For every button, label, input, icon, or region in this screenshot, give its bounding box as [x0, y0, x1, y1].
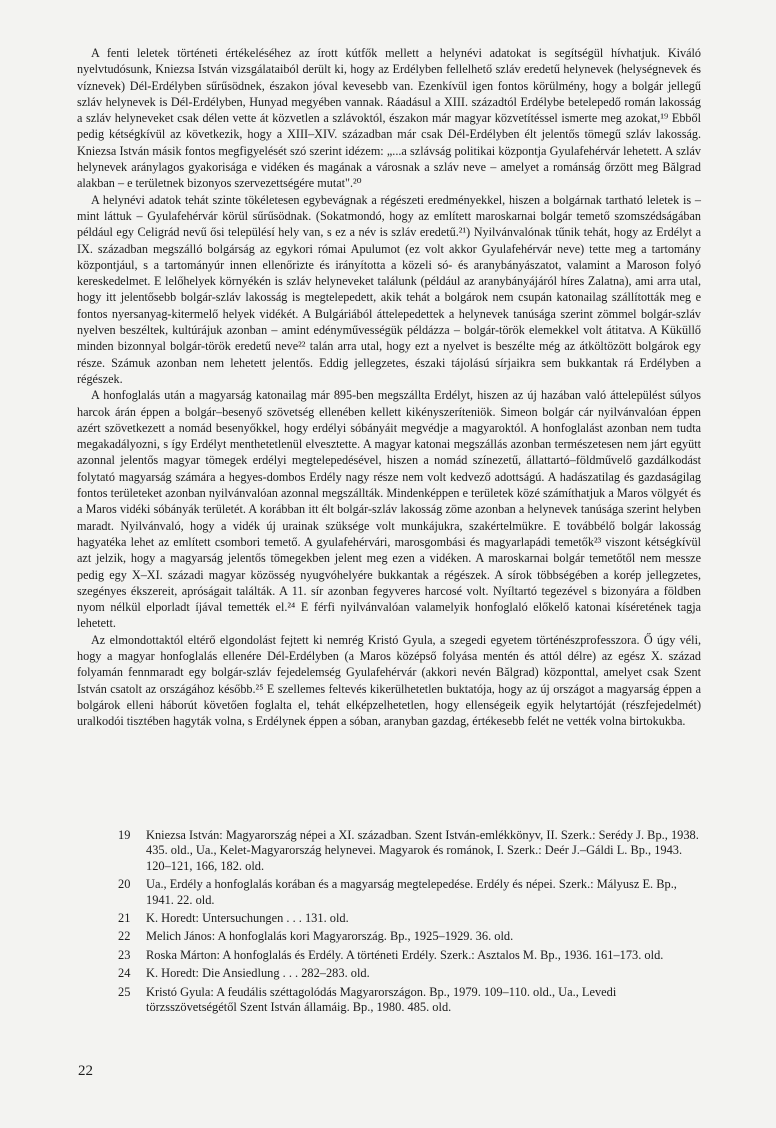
footnote-number: 22: [118, 929, 131, 944]
footnote-number: 25: [118, 984, 131, 999]
footnote-24: [118, 966, 700, 981]
footnote-number: 20: [118, 877, 131, 892]
footnote-21: [118, 911, 700, 926]
footnote-text: Roska Márton: A honfoglalás és Erdély. A történeti Erdély. Szerk.: Asztalos M. Bp., 1936. 161–173. old.: [146, 947, 664, 962]
paragraph-3: A honfoglalás után a magyarság katonailag már 895-ben megszállta Erdélyt, hiszen az új hazában való áttelepülést súlyos harcok árán éppen a bolgár–besenyő szövetség ellenében kellett kikényszeríteniök. Simeon bolgár cár nyilvánvalóan éppen azért szövetkezett a nomád besenyőkkel, hogy erdélyi sóbányáit megvédje a magyaroktól. A honfoglalást azonban nem tudta megakadályozni, s így Erdélyt menthetetlenül elvesztette. A magyar katonai megszállás azonban természetesen nem járt együtt azonnal jelentős magyar tömegek erdélyi megtelepedésével, hiszen a nomád színezetű, állattartó–földművelő gazdálkodást folytató magyarság számára a hegyes-dombos Erdély nagy része nem volt kedvező adottságú. A hadászatilag és gazdaságilag fontos területeket azonban nyilvánvalóan azonnal megszállták. Mindenképpen e területek közé számíthatjuk a Maros völgyét és a Maros vidéki sóbányák területét. A korábban itt élt bolgár-szláv lakosság zöme azonban a helynevek tanúsága szerint helyben maradt. Nyilvánvaló, hogy a vidék új urainak szüksége volt munkájukra, szakértelmükre. E továbbélő bolgár lakosság hagyatéka lehet az említett csombori temető. A gyulafehérvári, marosgombási és magyarlapádi temetők²³ viszont kétségkívül azt jelzik, hogy a magyarság jelentős tömegekben jelent meg ezen a vidéken. A maroskarnai bolgár temetőtől nem messze pedig egy X–XI. századi magyar közösség nyugvóhelyére bukkantak a régészek. A sírok többségében a korép jellegzetes, szegényes ékszereit, apróságait találták. A 11. sír azonban fegyveres harcosé volt. Nyíltartó tegezével s bizonyára a földben nyom nélkül elporladt íjával temették el.²⁴ E férfi nyilvánvalóan valamelyik honfoglaló előkelő katonai kíséretének tagja lehetett.: [77, 388, 701, 631]
footnote-text: Kniezsa István: Magyarország népei a XI. században. Szent István-emlékkönyv, II. Szerk.: Serédy J. Bp., 1938. 435. old., Ua., Kelet-Magyarország helynevei. Magyarok és románok, I. Szerk.: Deér J.–Gáldi L. Bp., 1943. 120–121, 166, 182. old.: [146, 828, 699, 873]
paragraph-4: Az elmondottaktól eltérő elgondolást fejtett ki nemrég Kristó Gyula, a szegedi egyetem történészprofesszora. Ő úgy véli, hogy a magyar honfoglalás ellenére Dél-Erdélyben (a Maros középső folyása mentén és attól délre) az egész X. század folyamán fennmaradt egy bolgár-szláv fejedelemség Gyulafehérvár (akkori nevén Bălgrad) központtal, amelyet csak Szent István csatolt az országához később.²⁵ E szellemes feltevés kikerülhetetlen buktatója, hogy az új országot a magyarság éppen a bolgárok elleni háborút követően foglalta el, tehát elképzelhetetlen, hogy ellenségeik egyik helytartóját (részfejedelmét) uralkodói tisztében hagyták volna, s Erdélynek éppen a sóban, aranyban gazdag, értékesebb felét ne vették volna birtokukba.: [77, 632, 701, 729]
footnote-25: [118, 985, 700, 1016]
footnote-number: 24: [118, 966, 131, 981]
footnote-text: K. Horedt: Die Ansiedlung . . . 282–283. old.: [146, 966, 370, 981]
footnotes: [118, 828, 700, 1018]
paragraph-1: A fenti leletek történeti értékeléséhez az írott kútfők mellett a helynévi adatokat is segítségül hívhatjuk. Kiváló nyelvtudósunk, Kniezsa István vizsgálataiból derült ki, hogy az Erdélyben fellelhető szláv eredetű helynevek (helységnevek és víznevek) Dél-Erdélyben sűrűsödnek, északon jóval kevesebb van. Ezenkívül igen fontos körülmény, hogy a bolgár jellegű szláv helynevek is Dél-Erdélyben, Hunyad megyében vannak. Ráadásul a XIII. századtól Erdélybe betelepedő román lakosság a szláv helyneveket csak délen vette át közvetlen a szlávoktól, északon már magyar közvetítéssel ismerte meg azokat,¹⁹ Ebből pedig kétségkívül az következik, hogy a XIII–XIV. században már csak Dél-Erdélyben élt jelentős tömegű szláv lakosság. Kniezsa István másik fontos megfigyelését szó szerint idézem: „...a szlávság politikai központja Gyulafehérvár lehetett. A szláv helynevek aránylagos gyakorisága e vidéken és magának a városnak a szláv neve – amelyet a románság őrzött meg Bălgrad alakban – e területnek bizonyos szervezettségére mutat".²⁰: [77, 46, 701, 191]
footnote-22: [118, 929, 700, 944]
footnote-number: 23: [118, 947, 131, 962]
footnote-text: Ua., Erdély a honfoglalás korában és a magyarság megtelepedése. Erdély és népei. Szerk.: Mályusz E. Bp., 1941. 22. old.: [146, 877, 677, 907]
footnote-19: [118, 828, 700, 874]
page-number: 22: [78, 1063, 93, 1079]
footnote-number: 21: [118, 911, 131, 926]
main-text: [77, 45, 701, 729]
footnote-number: 19: [118, 828, 131, 842]
footnote-text: K. Horedt: Untersuchungen . . . 131. old.: [146, 911, 349, 926]
footnote-text: Kristó Gyula: A feudális széttagolódás Magyarországon. Bp., 1979. 109–110. old., Ua., Levedi törzsszövetségétől Szent István államáig. Bp., 1980. 485. old.: [146, 984, 617, 1015]
footnote-20: [118, 877, 700, 908]
footnote-23: [118, 948, 700, 963]
footnote-text: Melich János: A honfoglalás kori Magyarország. Bp., 1925–1929. 36. old.: [146, 929, 514, 944]
paragraph-2: A helynévi adatok tehát szinte tökéletesen egybevágnak a régészeti eredményekkel, hiszen a bolgárnak tartható leletek is – mint láttuk – Gyulafehérvár körül sűrűsödnak. (Sokatmondó, hogy az említett maroskarnai bolgár temető szomszédságában például egy Celigrád nevű ősi településí hely van, s ez a név is szláv eredetű.²¹) Nyilvánvalónak tűnik tehát, hogy az Erdélyt a IX. században megszálló bolgárság az egykori római Apulumot (ez volt akkor Gyulafehérvár neve) tette meg a tartomány központjául, s a tartományúr innen ellenőrizte és irányította a közeli só- és aranybányászatot, valamint a Maroson folyó kereskedelmet. E lelőhelyek környékén is szláv helyneveket találunk (például az aranybányájáról híres Zalatna), ami arra utal, hogy itt jelentősebb bolgár-szláv lakosság is megtelepedett, akik tehát a bolgárok nem csupán katonailag szállították meg e fontos nyersanyag-kitermelő helyek vidékét. A Bulgáriából áttelepedettek a helynevek tanúsága szerint zömmel bolgár-szláv nyelven beszéltek, kultúrájuk azonban – amint edényművességük példázza – bolgár-török elemekkel volt átitatva. A Küküllő minden bizonnyal bolgár-török eredetű neve²² talán arra utal, hogy ezt a nyelvet is beszélte még az átköltözött bolgárok egy része. Számuk azonban nem lehetett jelentős. Eddig jellegzetes, északi tájolású sírjaikra sem bukkantak rá Erdélyben a régészek.: [77, 192, 701, 386]
